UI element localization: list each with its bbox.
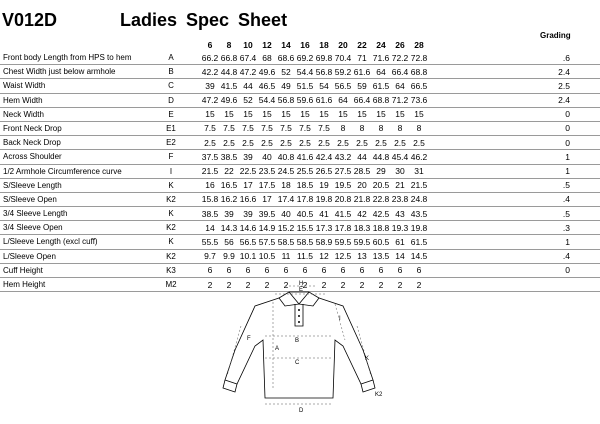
grading-value: 2.4: [558, 95, 570, 106]
spec-table: [0, 51, 600, 292]
size-value: 17: [262, 194, 272, 205]
size-value: 6: [397, 265, 403, 276]
grading-value: 0: [565, 137, 570, 148]
size-header: 12: [262, 40, 272, 50]
size-value: 66.5: [410, 80, 428, 91]
measurement-key: K2: [166, 223, 176, 233]
measurement-label: Hem Height: [3, 280, 46, 289]
grading-value: 0: [565, 109, 570, 120]
size-value: 16.2: [220, 194, 238, 205]
size-value: 56.5: [239, 236, 257, 247]
size-value: 2: [340, 279, 346, 290]
size-value: 60.5: [372, 236, 390, 247]
size-value: 23.8: [391, 194, 409, 205]
size-value: 61.5: [410, 236, 428, 247]
size-value: 43: [395, 208, 405, 219]
style-code: V012D: [2, 10, 58, 30]
size-value: 70.4: [334, 52, 352, 63]
size-value: 6: [302, 265, 308, 276]
size-value: 22.8: [372, 194, 390, 205]
size-value: 66.4: [353, 95, 371, 106]
placket-buttons: [298, 309, 300, 323]
spec-row: [0, 108, 600, 122]
size-value: 67.4: [239, 52, 257, 63]
size-value: 7.5: [204, 123, 216, 134]
measurement-key: F: [168, 152, 174, 162]
size-value: 18.3: [353, 222, 371, 233]
size-value: 6: [264, 265, 270, 276]
size-header-row: [0, 40, 600, 50]
size-value: 2.5: [413, 137, 425, 148]
size-value: 41.5: [334, 208, 352, 219]
size-value: 2.5: [261, 137, 273, 148]
size-value: 38.5: [201, 208, 219, 219]
size-header: 24: [376, 40, 386, 50]
size-value: 28.5: [353, 166, 371, 176]
size-value: 43.2: [334, 151, 352, 162]
size-value: 61.5: [372, 80, 390, 91]
diagram-label: E: [299, 287, 304, 293]
size-value: 15.5: [296, 222, 314, 233]
diagram-label: A: [275, 346, 280, 352]
size-value: 6: [226, 265, 232, 276]
spec-row: [0, 165, 600, 179]
size-value: 37.5: [201, 151, 219, 162]
size-value: 49.6: [220, 95, 238, 106]
size-value: 68: [262, 52, 272, 63]
size-value: 42.5: [372, 208, 390, 219]
spec-row: [0, 79, 600, 93]
size-value: 14: [395, 251, 405, 262]
size-value: 14: [205, 222, 215, 233]
size-header: 14: [281, 40, 291, 50]
spec-row: [0, 94, 600, 108]
size-value: 19.8: [315, 194, 333, 205]
grading-value: 2.4: [558, 66, 570, 77]
size-value: 64: [338, 95, 348, 106]
measurement-key: K2: [166, 251, 176, 261]
size-value: 66.4: [391, 66, 409, 77]
size-value: 72.8: [410, 52, 428, 63]
size-value: 10.5: [258, 251, 276, 262]
size-value: 52: [281, 66, 291, 77]
spec-row: [0, 179, 600, 193]
size-header: 28: [414, 40, 424, 50]
size-value: 22: [224, 166, 234, 176]
size-value: 15: [338, 109, 348, 120]
size-value: 40: [281, 208, 291, 219]
size-value: 41: [319, 208, 329, 219]
size-value: 2: [207, 279, 213, 290]
size-value: 46.5: [258, 80, 276, 91]
size-value: 12: [319, 251, 329, 262]
size-value: 39: [243, 151, 253, 162]
size-value: 2: [302, 279, 308, 290]
size-value: 57.5: [258, 236, 276, 247]
size-value: 40: [262, 151, 272, 162]
size-value: 71: [357, 52, 367, 63]
size-value: 13: [357, 251, 367, 262]
size-value: 55.5: [201, 236, 219, 247]
size-value: 8: [378, 123, 384, 134]
size-value: 44.8: [372, 151, 390, 162]
size-value: 15: [357, 109, 367, 120]
size-value: 6: [416, 265, 422, 276]
size-header: 22: [357, 40, 367, 50]
size-value: 30: [395, 166, 405, 176]
grading-header: Grading: [540, 31, 571, 40]
size-value: 17.8: [334, 222, 352, 233]
measurement-label: Front body Length from HPS to hem: [3, 53, 132, 62]
size-header: 26: [395, 40, 405, 50]
size-value: 15: [414, 109, 424, 120]
size-value: 39: [243, 208, 253, 219]
measurement-key: D: [168, 95, 174, 105]
diagram-label: C: [295, 360, 300, 366]
size-value: 21.5: [410, 180, 428, 191]
size-value: 17.8: [296, 194, 314, 205]
measurement-key: K2: [166, 194, 176, 204]
size-value: 6: [321, 265, 327, 276]
size-value: 25.5: [296, 166, 314, 176]
size-value: 15: [262, 109, 272, 120]
size-value: 41.5: [220, 80, 238, 91]
size-value: 38.5: [220, 151, 238, 162]
size-value: 8: [340, 123, 346, 134]
size-value: 44: [243, 80, 253, 91]
size-value: 61.6: [353, 66, 371, 77]
size-value: 2: [283, 279, 289, 290]
size-value: 2.5: [204, 137, 216, 148]
size-value: 17: [243, 180, 253, 191]
size-value: 56.5: [334, 80, 352, 91]
diagram-label: B: [295, 338, 300, 344]
size-value: 16.6: [239, 194, 257, 205]
measurement-label: 1/2 Armhole Circumference curve: [3, 166, 122, 176]
spec-row: [0, 122, 600, 136]
size-value: 59.5: [353, 236, 371, 247]
size-value: 19.5: [334, 180, 352, 191]
size-value: 59.5: [334, 236, 352, 247]
size-value: 29: [376, 166, 386, 176]
size-value: 2: [321, 279, 327, 290]
grading-value: 2.5: [558, 80, 570, 91]
size-value: 17.4: [277, 194, 295, 205]
size-value: 43.5: [410, 208, 428, 219]
size-value: 11.5: [297, 251, 313, 262]
size-value: 18: [281, 180, 291, 191]
size-value: 40.5: [296, 208, 314, 219]
measurement-key: I: [169, 166, 173, 176]
size-value: 7.5: [280, 123, 292, 134]
measurement-key: E2: [166, 138, 176, 148]
size-value: 45.4: [391, 151, 409, 162]
page-title: Ladies Spec Sheet: [120, 10, 288, 30]
size-value: 42.4: [315, 151, 333, 162]
size-value: 64: [376, 66, 386, 77]
spec-row: [0, 193, 600, 207]
size-value: 54.4: [258, 95, 276, 106]
size-value: 6: [207, 265, 213, 276]
size-value: 24.5: [277, 166, 295, 176]
spec-row: [0, 51, 600, 65]
size-value: 21.8: [353, 194, 371, 205]
size-value: 23.5: [258, 166, 276, 176]
size-value: 68.6: [277, 52, 295, 63]
size-value: 54: [319, 80, 329, 91]
measurement-label: L/Sleeve Length (excl cuff): [3, 237, 98, 247]
measurement-label: 3/4 Sleeve Open: [3, 223, 63, 233]
size-value: 58.5: [277, 236, 295, 247]
size-value: 6: [378, 265, 384, 276]
size-value: 11: [281, 251, 291, 262]
size-value: 47.2: [239, 66, 257, 77]
measurement-label: Back Neck Drop: [3, 138, 61, 148]
size-value: 2.5: [299, 137, 311, 148]
size-header: 6: [207, 40, 213, 50]
spec-row: [0, 264, 600, 278]
size-value: 61.6: [315, 95, 333, 106]
size-value: 44: [357, 151, 367, 162]
size-header: 18: [319, 40, 329, 50]
grading-value: .3: [562, 222, 570, 233]
size-value: 7.5: [223, 123, 235, 134]
size-value: 17.5: [258, 180, 276, 191]
shirt-diagram: [215, 280, 405, 420]
grading-value: 1: [565, 236, 570, 247]
measurement-key: K: [168, 209, 174, 219]
size-value: 39: [205, 80, 215, 91]
measurement-label: Chest Width just below armhole: [3, 67, 116, 77]
size-value: 21: [395, 180, 405, 191]
size-value: 71.2: [391, 95, 409, 106]
size-value: 15.2: [277, 222, 295, 233]
size-value: 42: [357, 208, 367, 219]
size-value: 56.8: [315, 66, 333, 77]
spec-row: [0, 221, 600, 235]
size-value: 15: [300, 109, 310, 120]
size-value: 58.9: [315, 236, 333, 247]
size-value: 14.9: [258, 222, 276, 233]
size-value: 6: [359, 265, 365, 276]
size-value: 15: [243, 109, 253, 120]
measurement-key: K: [168, 237, 174, 247]
measurement-key: C: [168, 81, 174, 91]
size-value: 68.8: [372, 95, 390, 106]
measurement-label: S/Sleeve Open: [3, 194, 57, 204]
size-value: 2: [359, 279, 365, 290]
size-value: 7.5: [299, 123, 311, 134]
size-value: 24.8: [410, 194, 428, 205]
size-value: 2.5: [394, 137, 406, 148]
size-value: 2: [416, 279, 422, 290]
size-value: 22.5: [239, 166, 257, 176]
size-value: 2: [378, 279, 384, 290]
size-value: 10.1: [239, 251, 257, 262]
size-value: 52: [243, 95, 253, 106]
size-value: 15: [395, 109, 405, 120]
size-value: 71.6: [372, 52, 390, 63]
size-value: 58.5: [296, 236, 314, 247]
size-value: 2.5: [318, 137, 330, 148]
grading-value: 1: [565, 151, 570, 162]
size-value: 72.2: [391, 52, 409, 63]
size-value: 54.4: [296, 66, 314, 77]
grading-value: .5: [562, 208, 570, 219]
size-value: 39: [224, 208, 234, 219]
diagram-label: I: [339, 316, 341, 322]
spec-row: [0, 136, 600, 150]
diagram-label: H: [299, 281, 304, 287]
spec-row: [0, 65, 600, 79]
size-value: 2.5: [356, 137, 368, 148]
size-value: 69.2: [296, 52, 314, 63]
size-header: 16: [300, 40, 310, 50]
size-value: 15.8: [201, 194, 219, 205]
size-value: 17.3: [315, 222, 333, 233]
size-value: 9.7: [204, 251, 216, 262]
size-value: 9.9: [223, 251, 235, 262]
size-value: 68.8: [410, 66, 428, 77]
grading-value: 0: [565, 123, 570, 134]
size-value: 46.2: [410, 151, 428, 162]
measurement-key: M2: [165, 280, 177, 289]
measurement-label: Hem Width: [3, 95, 43, 105]
size-value: 14.5: [410, 251, 428, 262]
size-value: 6: [283, 265, 289, 276]
size-value: 20.8: [334, 194, 352, 205]
spec-row: [0, 150, 600, 164]
grading-value: .5: [562, 180, 570, 191]
size-value: 56.8: [277, 95, 295, 106]
size-value: 8: [397, 123, 403, 134]
size-value: 49.6: [258, 66, 276, 77]
measurement-key: E1: [166, 123, 176, 133]
size-value: 31: [414, 166, 424, 176]
size-value: 15: [205, 109, 215, 120]
size-value: 26.5: [315, 166, 333, 176]
measurement-label: Across Shoulder: [3, 152, 62, 162]
measurement-label: L/Sleeve Open: [3, 251, 56, 261]
size-value: 42.2: [201, 66, 219, 77]
size-value: 2: [245, 279, 251, 290]
size-value: 64: [395, 80, 405, 91]
size-value: 41.6: [296, 151, 314, 162]
grading-value: .4: [562, 251, 570, 262]
size-value: 2.5: [223, 137, 235, 148]
size-value: 8: [359, 123, 365, 134]
diagram-label: F: [247, 336, 251, 342]
measurement-label: Waist Width: [3, 81, 46, 91]
size-value: 21.5: [201, 166, 219, 176]
size-value: 59.2: [334, 66, 352, 77]
size-value: 19: [319, 180, 329, 191]
size-value: 2: [264, 279, 270, 290]
size-header: 10: [243, 40, 253, 50]
size-value: 27.5: [334, 166, 352, 176]
size-value: 15: [319, 109, 329, 120]
size-value: 19.8: [410, 222, 428, 233]
size-value: 2.5: [375, 137, 387, 148]
size-value: 39.5: [258, 208, 276, 219]
size-value: 8: [416, 123, 422, 134]
size-value: 20.5: [372, 180, 390, 191]
size-value: 18.5: [296, 180, 314, 191]
size-value: 40.8: [277, 151, 295, 162]
spec-row: [0, 207, 600, 221]
diagram-label: K2: [375, 392, 383, 398]
size-value: 49: [281, 80, 291, 91]
size-value: 6: [245, 265, 251, 276]
grading-value: 0: [565, 265, 570, 276]
size-value: 12.5: [334, 251, 352, 262]
size-value: 2.5: [280, 137, 292, 148]
size-value: 66.8: [220, 52, 238, 63]
size-value: 66.2: [201, 52, 219, 63]
grading-value: .6: [562, 52, 570, 63]
size-value: 16: [205, 180, 215, 191]
size-value: 2: [397, 279, 403, 290]
grading-value: .4: [562, 194, 570, 205]
measurement-key: E: [168, 109, 174, 119]
size-value: 14.3: [220, 222, 238, 233]
size-value: 44.8: [220, 66, 238, 77]
measurement-label: S/Sleeve Length: [3, 180, 62, 190]
size-value: 18.8: [372, 222, 390, 233]
grading-value: 1: [565, 166, 570, 176]
spec-row: [0, 235, 600, 249]
size-value: 47.2: [201, 95, 219, 106]
measurement-label: Neck Width: [3, 109, 44, 119]
size-value: 15: [376, 109, 386, 120]
spec-row: [0, 250, 600, 264]
size-value: 15: [281, 109, 291, 120]
size-value: 59.6: [296, 95, 314, 106]
size-value: 69.8: [315, 52, 333, 63]
size-value: 7.5: [242, 123, 254, 134]
size-value: 7.5: [318, 123, 330, 134]
size-value: 2.5: [242, 137, 254, 148]
size-value: 7.5: [261, 123, 273, 134]
size-value: 13.5: [372, 251, 390, 262]
size-value: 19.3: [391, 222, 409, 233]
size-header: 20: [338, 40, 348, 50]
size-value: 20: [357, 180, 367, 191]
size-value: 2: [226, 279, 232, 290]
measurement-key: B: [168, 67, 174, 77]
size-value: 61: [395, 236, 405, 247]
measurement-key: K3: [166, 265, 176, 275]
size-value: 73.6: [410, 95, 428, 106]
size-value: 2.5: [337, 137, 349, 148]
size-value: 15: [224, 109, 234, 120]
measurement-key: A: [168, 53, 174, 62]
size-value: 6: [340, 265, 346, 276]
size-header: 8: [226, 40, 232, 50]
size-value: 59: [357, 80, 367, 91]
size-value: 16.5: [220, 180, 238, 191]
diagram-label: D: [299, 408, 304, 414]
measurement-key: K: [168, 180, 174, 190]
measurement-label: Cuff Height: [3, 265, 43, 275]
size-value: 51.5: [296, 80, 314, 91]
diagram-label: K: [365, 356, 370, 362]
size-value: 14.6: [239, 222, 257, 233]
measurement-label: 3/4 Sleeve Length: [3, 209, 68, 219]
size-value: 56: [224, 236, 234, 247]
measurement-label: Front Neck Drop: [3, 123, 62, 133]
